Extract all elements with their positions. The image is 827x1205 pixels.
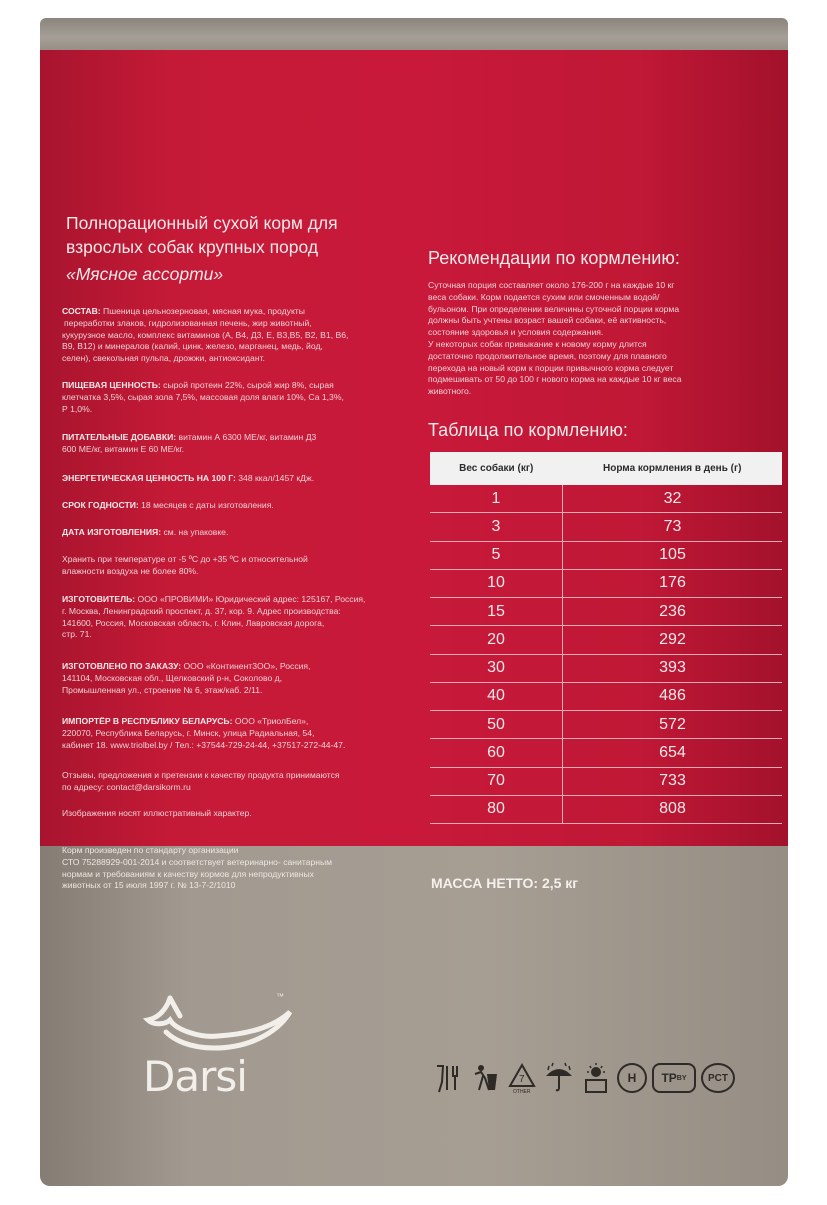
mfg-date-value: см. на упаковке. — [163, 527, 229, 537]
packaging-icons — [432, 1062, 735, 1094]
nutrition-line: клетчатка 3,5%, сырая зола 7,5%, массовая доля влаги 10%, Са 1,3%, — [62, 391, 344, 402]
ordered-by-line: 141104, Московская обл., Щелковский р-н, Соколово д, — [62, 672, 283, 683]
package-top-seal — [40, 18, 788, 50]
keep-from-sun-icon — [580, 1062, 612, 1094]
manufacturer-line: г. Москва, Ленинградский проспект, д. 37, кор. 9. Адрес производства: — [62, 605, 341, 616]
additives-block — [62, 432, 316, 456]
brand-name: Darsi — [143, 1052, 247, 1101]
norm-cell: 292 — [563, 626, 783, 654]
norm-cell: 733 — [563, 767, 783, 795]
norm-cell: 486 — [563, 682, 783, 710]
recycle-bin-icon — [469, 1062, 501, 1094]
recommendations-heading: Рекомендации по кормлению: — [428, 248, 680, 268]
norm-cell: 32 — [563, 485, 783, 513]
weight-cell: 80 — [430, 795, 563, 823]
feeding-table-heading: Таблица по кормлению: — [428, 420, 628, 440]
ordered-by-label: ИЗГОТОВЛЕНО ПО ЗАКАЗУ: — [62, 661, 182, 671]
svg-text:7: 7 — [519, 1074, 525, 1085]
nutrition-block — [62, 380, 344, 415]
recommendations-text — [428, 280, 681, 398]
composition-line: В9, В12) и минералов (калий, цинк, железо, марганец, медь, йод, — [62, 341, 323, 352]
feedback-block — [62, 770, 340, 794]
importer-label: ИМПОРТЁР В РЕСПУБЛИКУ БЕЛАРУСЬ: — [62, 716, 233, 726]
composition-label: СОСТАВ: — [62, 306, 101, 316]
col-norm-header: Норма кормления в день (г) — [563, 452, 783, 485]
standard-line: животных от 15 июля 1997 г. № 13-7-2/1010 — [62, 880, 236, 891]
importer-block — [62, 716, 345, 751]
recommendations-line: бульоном. При определении величины суточной порции корма — [428, 303, 680, 314]
pct-icon — [701, 1063, 735, 1093]
storage-line: Хранить при температуре от -5 ºС до +35 ºС и относительной — [62, 554, 308, 564]
shelf-life-value: 18 месяцев с даты изготовления. — [141, 500, 274, 510]
table-row — [430, 711, 782, 739]
recommendations-line: У некоторых собак привыкание к новому корму длится — [428, 338, 647, 349]
food-contact-icon — [432, 1062, 464, 1094]
table-row — [430, 485, 782, 513]
additives-line: витамин А 6300 МЕ/кг, витамин Д3 — [178, 432, 317, 442]
tr-by-icon — [652, 1063, 696, 1093]
composition-line: селен), свекольная пульпа, дрожжи, антиоксидант. — [62, 353, 265, 364]
manufacturer-line: ООО «ПРОВИМИ» Юридический адрес: 125167, Россия, — [137, 594, 366, 604]
recommendations-line: перехода на новый корм к порции привычного корма следует — [428, 362, 674, 373]
table-row — [430, 654, 782, 682]
table-row — [430, 569, 782, 597]
feeding-table-header — [430, 452, 782, 485]
composition-block — [62, 306, 348, 365]
weight-cell: 30 — [430, 654, 563, 682]
nutrition-line: сырой протеин 22%, сырой жир 8%, сырая — [163, 380, 334, 390]
halal-icon: H — [617, 1063, 647, 1093]
energy-label: ЭНЕРГЕТИЧЕСКАЯ ЦЕННОСТЬ НА 100 Г: — [62, 473, 236, 483]
table-row — [430, 795, 782, 823]
product-title-line1: Полнорационный сухой корм для — [66, 213, 338, 233]
standard-line: Корм произведен по стандарту организации — [62, 845, 239, 855]
manufacturer-line: 141600, Россия, Московская область, г. Клин, Лавровская дорога, — [62, 617, 325, 628]
recycle-sub-label: OTHER — [513, 1089, 531, 1094]
norm-cell: 654 — [563, 739, 783, 767]
manufacturer-label: ИЗГОТОВИТЕЛЬ: — [62, 594, 136, 604]
trademark-symbol: ™ — [276, 992, 284, 1001]
additives-label: ПИТАТЕЛЬНЫЕ ДОБАВКИ: — [62, 432, 177, 442]
table-row — [430, 682, 782, 710]
nutrition-line: Р 1,0%. — [62, 403, 93, 414]
ordered-by-line: Промышленная ул., строение № 6, этаж/каб. 2/11. — [62, 684, 263, 695]
keep-dry-icon — [543, 1062, 575, 1094]
weight-cell: 40 — [430, 682, 563, 710]
norm-cell: 236 — [563, 598, 783, 626]
ordered-by-line: ООО «Континент3ОО», Россия, — [183, 661, 311, 671]
composition-line: кукурузное масло, комплекс витаминов (А, В4, Д3, Е, В3,В5, В2, В1, В6, — [62, 329, 349, 340]
shelf-life-block — [62, 500, 274, 512]
energy-block — [62, 473, 314, 485]
importer-line: кабинет 18. www.triolbel.by / Тел.: +37544-729-24-44, +37517-272-44-47. — [62, 739, 346, 750]
shelf-life-label: СРОК ГОДНОСТИ: — [62, 500, 139, 510]
col-weight-header: Вес собаки (кг) — [430, 452, 563, 485]
recycle-7-icon — [506, 1062, 538, 1094]
product-subtitle: «Мясное ассорти» — [66, 264, 224, 284]
importer-line: 220070, Республика Беларусь, г. Минск, улица Радиальная, 54, — [62, 727, 315, 738]
norm-cell: 572 — [563, 711, 783, 739]
table-row — [430, 513, 782, 541]
feeding-table — [430, 452, 782, 824]
norm-cell: 105 — [563, 541, 783, 569]
ordered-by-block — [62, 661, 310, 696]
feedback-line: по адресу: contact@darsikorm.ru — [62, 781, 191, 792]
norm-cell: 73 — [563, 513, 783, 541]
weight-cell: 15 — [430, 598, 563, 626]
standard-line: нормам и требованиям к качеству кормов для непродуктивных — [62, 868, 314, 879]
weight-cell: 3 — [430, 513, 563, 541]
norm-cell: 176 — [563, 569, 783, 597]
recommendations-line: подмешивать от 50 до 100 г нового корма на каждые 10 кг веса — [428, 374, 682, 385]
net-weight: МАССА НЕТТО: 2,5 кг — [431, 875, 579, 891]
composition-line: переработки злаков, гидролизованная печень, жир животный, — [64, 317, 312, 328]
nutrition-label: ПИЩЕВАЯ ЦЕННОСТЬ: — [62, 380, 161, 390]
manufacturer-line: стр. 71. — [62, 629, 92, 640]
product-title-line2: взрослых собак крупных пород — [66, 237, 319, 257]
composition-line: Пшеница цельнозерновая, мясная мука, продукты — [103, 306, 305, 316]
weight-cell: 60 — [430, 739, 563, 767]
tr-sub-label: BY — [676, 1074, 687, 1082]
table-row — [430, 626, 782, 654]
storage-line: влажности воздуха не более 80%. — [62, 565, 199, 576]
table-row — [430, 739, 782, 767]
pct-label: PCT — [708, 1072, 728, 1084]
manufacturer-block — [62, 594, 365, 641]
additives-line: 600 МЕ/кг, витамин Е 60 МЕ/кг. — [62, 443, 185, 454]
weight-cell: 5 — [430, 541, 563, 569]
table-row — [430, 541, 782, 569]
recommendations-line: веса собаки. Корм подается сухим или смоченным водой/ — [428, 291, 660, 302]
mfg-date-label: ДАТА ИЗГОТОВЛЕНИЯ: — [62, 527, 162, 537]
recommendations-line: Суточная порция составляет около 176-200 г на каждые 10 кг — [428, 280, 675, 290]
recommendations-line: достаточно продолжительное время, поэтому для плавного — [428, 350, 667, 361]
standard-block — [62, 845, 332, 892]
weight-cell: 20 — [430, 626, 563, 654]
recommendations-line: состояние здоровья и условия содержания. — [428, 327, 604, 338]
standard-line: СТО 75288929-001-2014 и соответствует ветеринарно- санитарным — [62, 856, 333, 867]
mfg-date-block — [62, 527, 228, 539]
weight-cell: 50 — [430, 711, 563, 739]
table-row — [430, 767, 782, 795]
norm-cell: 393 — [563, 654, 783, 682]
weight-cell: 1 — [430, 485, 563, 513]
storage-block — [62, 554, 308, 578]
energy-value: 348 ккал/1457 кДж. — [238, 473, 315, 483]
tr-label: TP — [661, 1071, 677, 1085]
weight-cell: 10 — [430, 569, 563, 597]
weight-cell: 70 — [430, 767, 563, 795]
feedback-line: Отзывы, предложения и претензии к качеству продукта принимаются — [62, 770, 340, 780]
norm-cell: 808 — [563, 795, 783, 823]
images-note: Изображения носят иллюстративный характер. — [62, 808, 252, 818]
recommendations-line: животного. — [428, 386, 472, 397]
recommendations-line: должны быть учтены возраст вашей собаки, её активность, — [428, 315, 667, 326]
table-row — [430, 598, 782, 626]
importer-line: ООО «ТриолБел», — [234, 716, 309, 726]
